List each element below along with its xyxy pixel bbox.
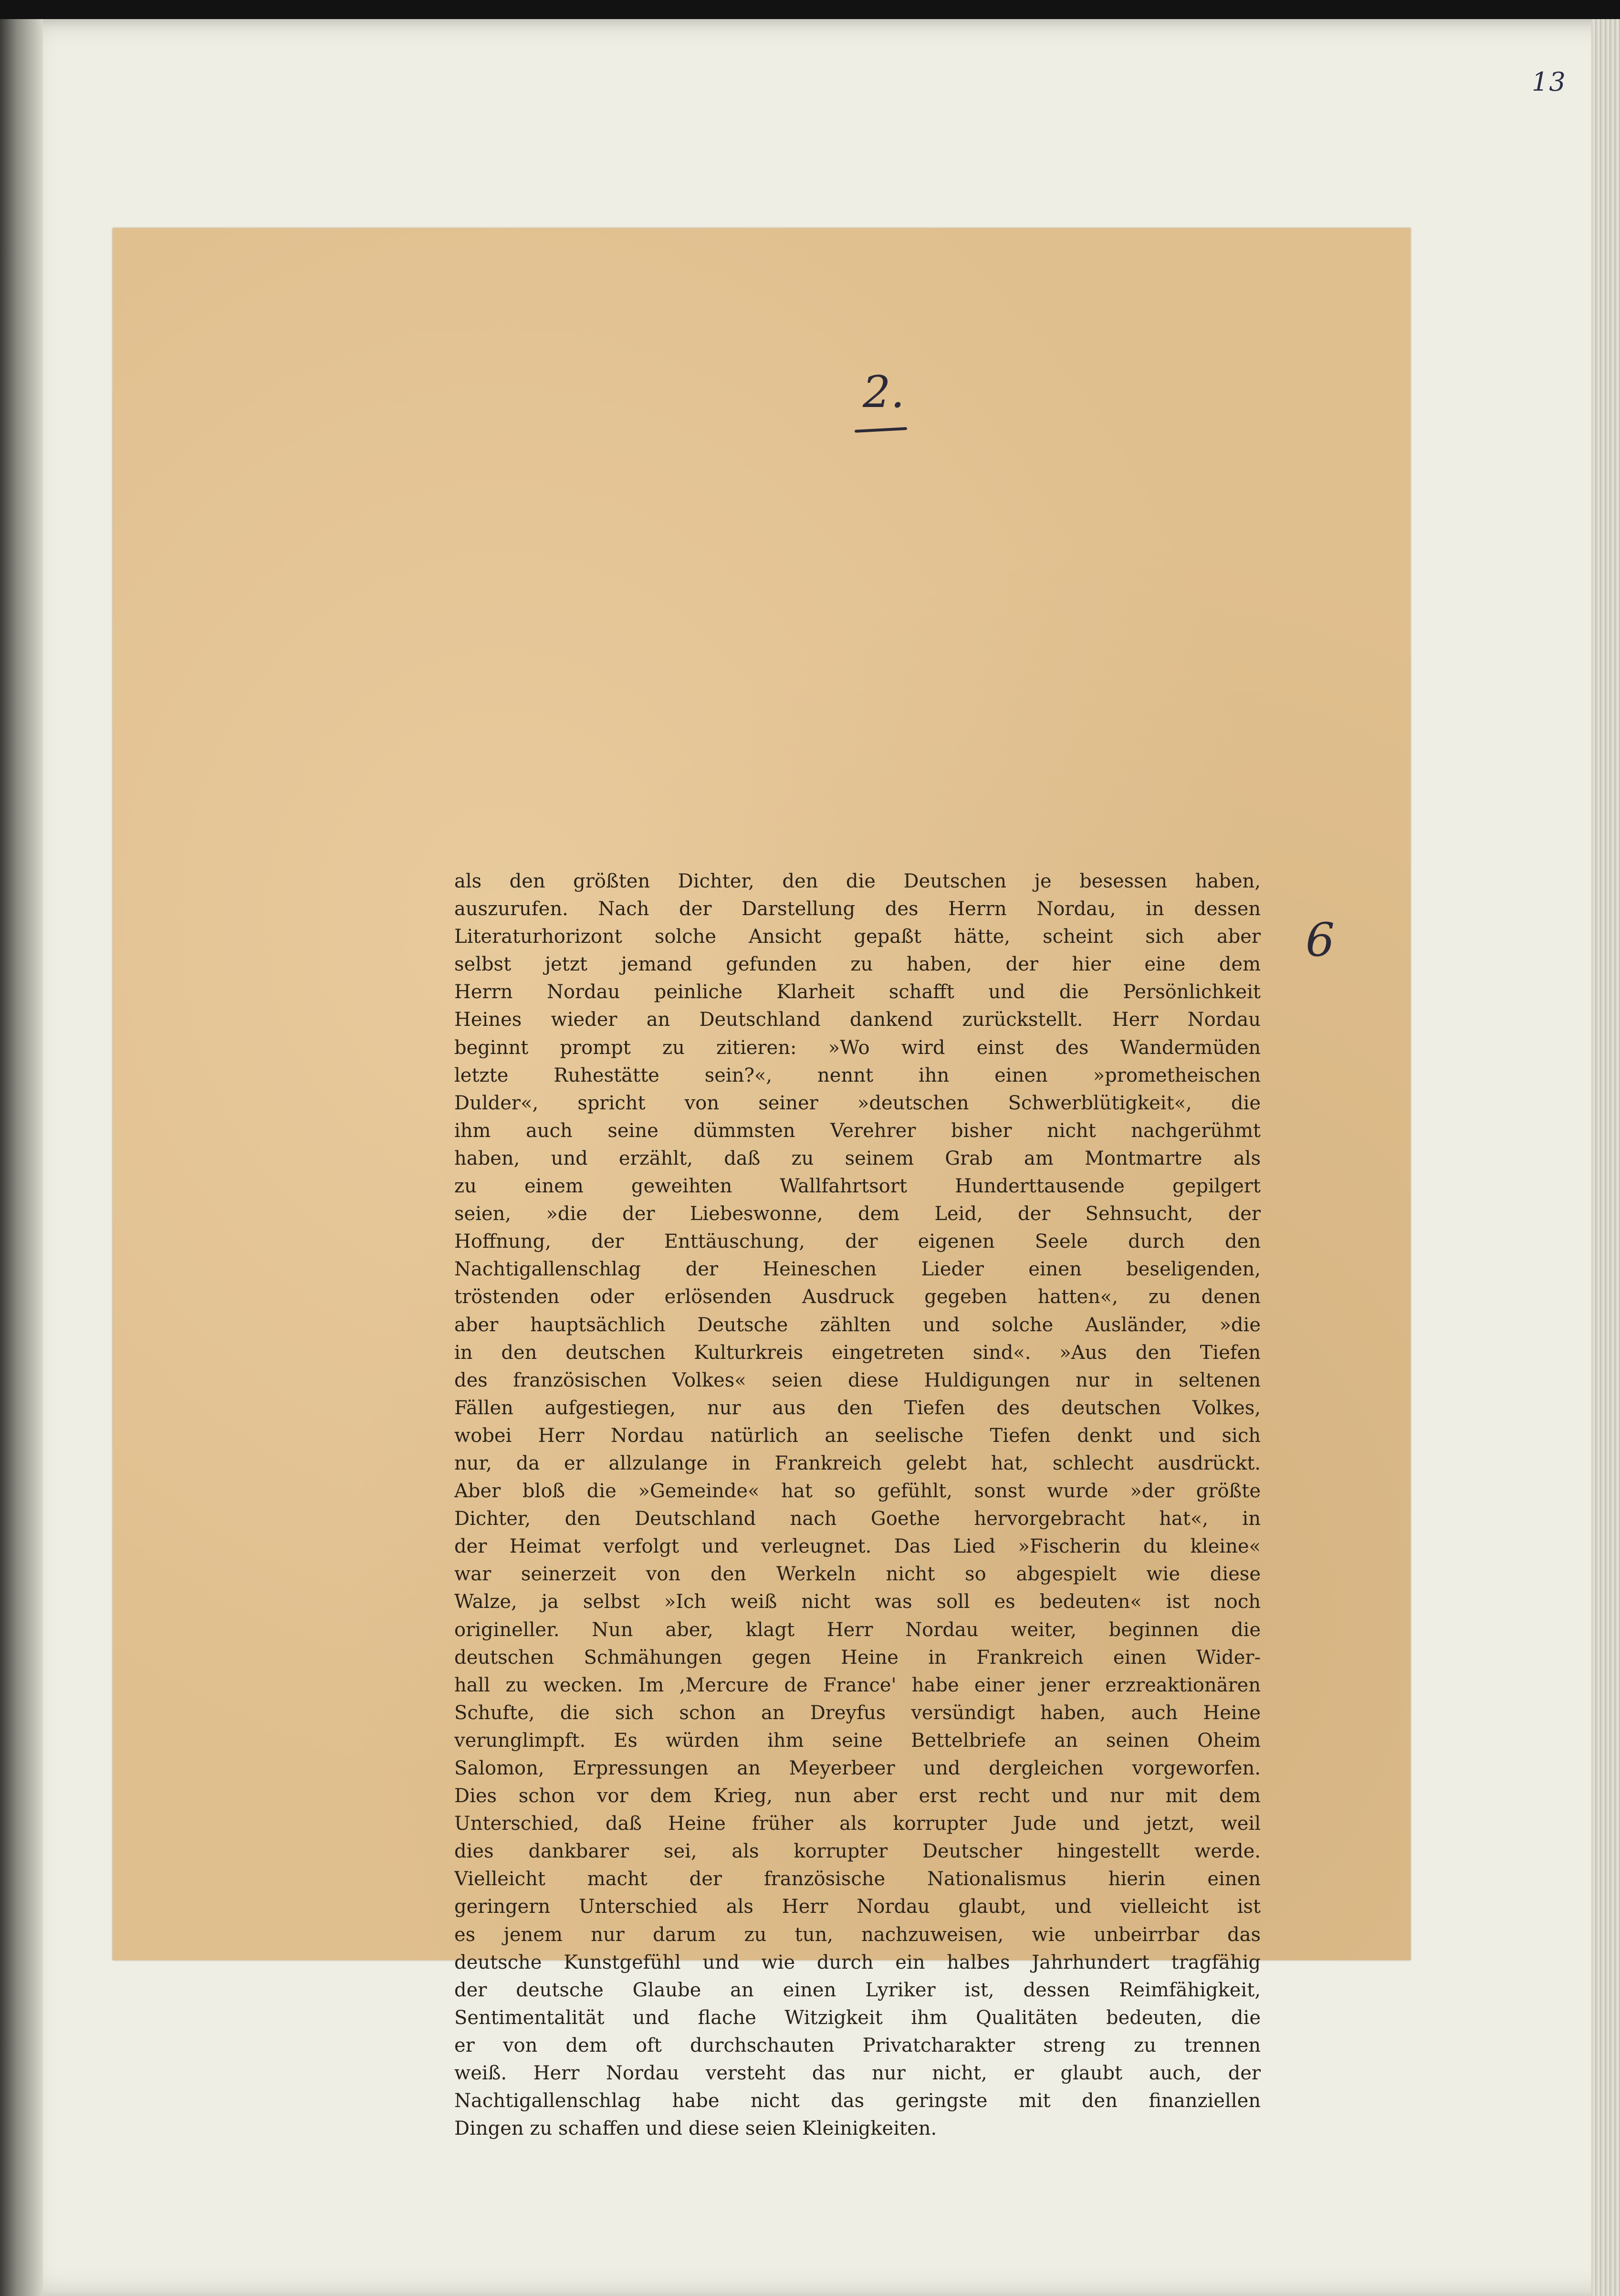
text-line: Hoffnung, der Enttäuschung, der eigenen Seele durch den (454, 1231, 1261, 1253)
text-line: beginnt prompt zu zitieren: »Wo wird einst des Wandermüden (454, 1036, 1261, 1059)
text-line: haben, und erzählt, daß zu seinem Grab am Montmartre als (454, 1147, 1261, 1169)
text-line: dies dankbarer sei, als korrupter Deutscher hingestellt werde. (454, 1840, 1261, 1863)
text-line: wobei Herr Nordau natürlich an seelische Tiefen denkt und sich (454, 1424, 1261, 1447)
text-line: des französischen Volkes« seien diese Huldigungen nur in seltenen (454, 1369, 1261, 1391)
text-line: Aber bloß die »Gemeinde« hat so gefühlt, sonst wurde »der größte (454, 1480, 1261, 1503)
folio-number: 13 (1532, 67, 1567, 97)
article-text (454, 867, 1261, 2142)
text-line: Sentimentalität und flache Witzigkeit ihm Qualitäten bedeuten, die (454, 2006, 1261, 2029)
text-line: Literaturhorizont solche Ansicht gepaßt hätte, scheint sich aber (454, 926, 1261, 948)
handwritten-page-marker: 2. (863, 366, 905, 417)
text-line: origineller. Nun aber, klagt Herr Nordau weiter, beginnen die (454, 1618, 1261, 1641)
text-line: zu einem geweihten Wallfahrtsort Hunderttausende gepilgert (454, 1175, 1261, 1198)
text-line: Unterschied, daß Heine früher als korrupter Jude und jetzt, weil (454, 1813, 1261, 1835)
text-line: seien, »die der Liebeswonne, dem Leid, der Sehnsucht, der (454, 1203, 1261, 1225)
text-line: hall zu wecken. Im ,Mercure de France' habe einer jener erzreaktionären (454, 1674, 1261, 1696)
handwritten-margin-note: 6 (1306, 913, 1335, 967)
text-line: Nachtigallenschlag der Heineschen Lieder einen beseligenden, (454, 1258, 1261, 1281)
text-line: selbst jetzt jemand gefunden zu haben, der hier eine dem (454, 953, 1261, 976)
text-line: war seinerzeit von den Werkeln nicht so abgespielt wie diese (454, 1563, 1261, 1586)
text-line: verunglimpft. Es würden ihm seine Bettelbriefe an seinen Oheim (454, 1729, 1261, 1752)
text-line: tröstenden oder erlösenden Ausdruck gegeben hatten«, zu denen (454, 1286, 1261, 1308)
text-line: Walze, ja selbst »Ich weiß nicht was soll es bedeuten« ist noch (454, 1591, 1261, 1613)
newspaper-clipping (113, 228, 1411, 2140)
text-line: es jenem nur darum zu tun, nachzuweisen, wie unbeirrbar das (454, 1923, 1261, 1946)
text-line: der Heimat verfolgt und verleugnet. Das Lied »Fischerin du kleine« (454, 1535, 1261, 1558)
text-line: aber hauptsächlich Deutsche zählten und solche Ausländer, »die (454, 1314, 1261, 1336)
text-line: als den größten Dichter, den die Deutschen je besessen haben, (454, 870, 1261, 892)
text-line: Salomon, Erpressungen an Meyerbeer und dergleichen vorgeworfen. (454, 1757, 1261, 1779)
text-line: Herrn Nordau peinliche Klarheit schafft und die Persönlichkeit (454, 981, 1261, 1003)
album-gutter (0, 19, 43, 2296)
text-line: in den deutschen Kulturkreis eingetreten sind«. »Aus den Tiefen (454, 1341, 1261, 1364)
text-line: letzte Ruhestätte sein?«, nennt ihn einen »prometheischen (454, 1064, 1261, 1086)
text-line: geringern Unterschied als Herr Nordau glaubt, und vielleicht ist (454, 1896, 1261, 1918)
text-line: Nachtigallenschlag habe nicht das geringste mit den finanziellen (454, 2090, 1261, 2112)
text-line: deutschen Schmähungen gegen Heine in Frankreich einen Wider- (454, 1646, 1261, 1669)
text-line: Dies schon vor dem Krieg, nun aber erst recht und nur mit dem (454, 1785, 1261, 1807)
text-line: weiß. Herr Nordau versteht das nur nicht, er glaubt auch, der (454, 2062, 1261, 2085)
text-line: ihm auch seine dümmsten Verehrer bisher nicht nachgerühmt (454, 1119, 1261, 1142)
text-line: er von dem oft durchschauten Privatcharakter streng zu trennen (454, 2034, 1261, 2056)
text-line: Vielleicht macht der französische Nationalismus hierin einen (454, 1868, 1261, 1890)
text-line: Dulder«, spricht von seiner »deutschen Schwerblütigkeit«, die (454, 1092, 1261, 1114)
text-line: Schufte, die sich schon an Dreyfus versündigt haben, auch Heine (454, 1701, 1261, 1724)
text-line: Fällen aufgestiegen, nur aus den Tiefen des deutschen Volkes, (454, 1397, 1261, 1419)
text-line: Dingen zu schaffen und diese seien Kleinigkeiten. (454, 2118, 937, 2140)
text-line: auszurufen. Nach der Darstellung des Herrn Nordau, in dessen (454, 898, 1261, 920)
text-line: der deutsche Glaube an einen Lyriker ist, dessen Reimfähigkeit, (454, 1979, 1261, 2001)
text-line: nur, da er allzulange in Frankreich gelebt hat, schlecht ausdrückt. (454, 1452, 1261, 1474)
text-line: Dichter, den Deutschland nach Goethe hervorgebracht hat«, in (454, 1508, 1261, 1530)
page-marker-underline (855, 427, 907, 433)
text-line: deutsche Kunstgefühl und wie durch ein halbes Jahrhundert tragfähig (454, 1951, 1261, 1973)
text-line: Heines wieder an Deutschland dankend zurückstellt. Herr Nordau (454, 1009, 1261, 1031)
album-page-stack (1591, 19, 1620, 2296)
